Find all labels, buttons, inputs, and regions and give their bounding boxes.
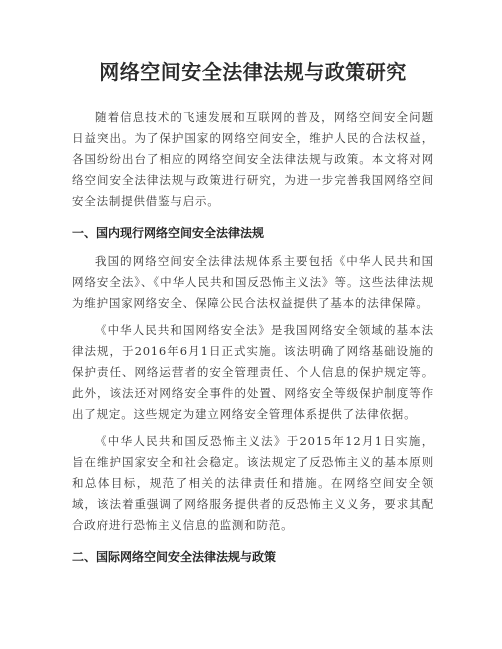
intro-paragraph: 随着信息技术的飞速发展和互联网的普及，网络空间安全问题日益突出。为了保护国家的网络空间安全，维护人民的合法权益，各国纷纷出台了相应的网络空间安全法律法规与政策。本文将对网络空间安全法律法规与政策进行研究，为进一步完善我国网络空间安全法制提供借鉴与启示。 — [72, 110, 434, 208]
paragraph: 《中华人民共和国反恐怖主义法》于2015年12月1日实施，旨在维护国家安全和社会稳定。该法规定了反恐怖主义的基本原则和总体目标，规范了相关的法律责任和措施。在网络空间安全领域，该法着重强调了网络服务提供者的反恐怖主义义务，要求其配合政府进行恐怖主义信息的监测和防范。 — [72, 434, 434, 532]
paragraph: 《中华人民共和国网络安全法》是我国网络安全领域的基本法律法规，于2016年6月1日正式实施。该法明确了网络基础设施的保护责任、网络运营者的安全管理责任、个人信息的保护规定等。此外，该法还对网络安全事件的处置、网络安全等级保护制度等作出了规定。这些规定为建立网络安全管理体系提供了法律依据。 — [72, 323, 434, 421]
paragraph: 我国的网络空间安全法律法规体系主要包括《中华人民共和国网络安全法》、《中华人民共和国反恐怖主义法》等。这些法律法规为维护国家网络安全、保障公民合法权益提供了基本的法律保障。 — [72, 254, 434, 310]
section-heading-domestic: 一、国内现行网络空间安全法律法规 — [72, 226, 265, 240]
section-heading-international: 二、国际网络空间安全法律法规与政策 — [72, 550, 277, 564]
document-title: 网络空间安全法律法规与政策研究 — [99, 60, 407, 84]
